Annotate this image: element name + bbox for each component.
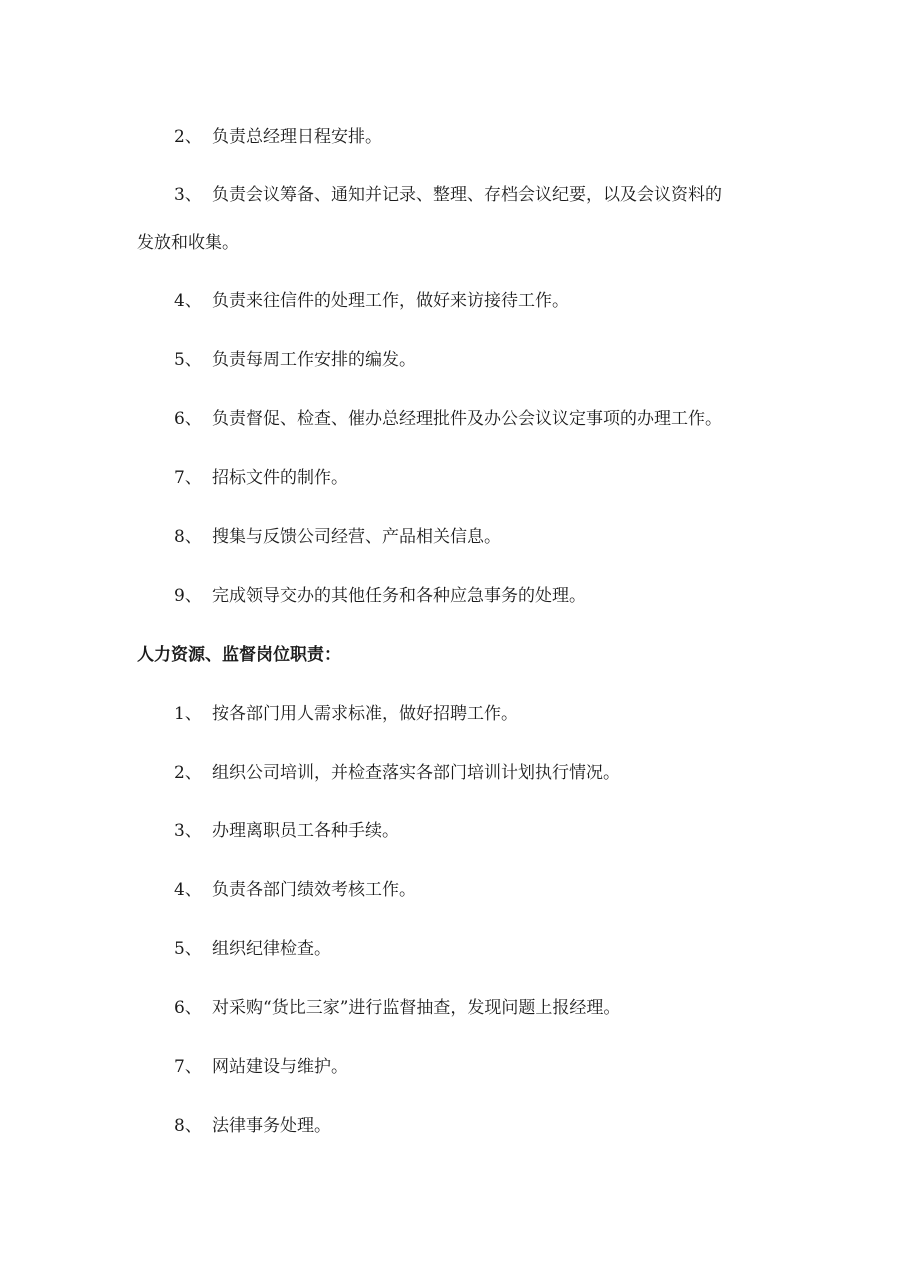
item-number: 1、 — [174, 704, 202, 724]
item-text: 对采购“货比三家”进行监督抽查，发现问题上报经理。 — [212, 998, 621, 1018]
item-number: 6、 — [174, 409, 202, 429]
item-text: 负责总经理日程安排。 — [212, 127, 382, 147]
item-text: 负责每周工作安排的编发。 — [212, 350, 416, 370]
item-text: 负责会议筹备、通知并记录、整理、存档会议纪要，以及会议资料的 — [212, 185, 722, 205]
item-number: 7、 — [174, 468, 202, 488]
item-number: 4、 — [174, 291, 202, 311]
item-number: 3、 — [174, 821, 202, 841]
item-number: 9、 — [174, 586, 202, 606]
item-number: 7、 — [174, 1057, 202, 1077]
item-text: 组织纪律检查。 — [212, 939, 331, 959]
item-number: 5、 — [174, 350, 202, 370]
item-text: 办理离职员工各种手续。 — [212, 821, 399, 841]
item-text: 负责督促、检查、催办总经理批件及办公会议议定事项的办理工作。 — [212, 409, 722, 429]
item-text: 招标文件的制作。 — [212, 468, 348, 488]
item-text: 完成领导交办的其他任务和各种应急事务的处理。 — [212, 586, 586, 606]
item-number: 3、 — [174, 185, 202, 205]
item-number: 2、 — [174, 127, 202, 147]
item-text: 按各部门用人需求标准，做好招聘工作。 — [212, 704, 518, 724]
item-text: 负责来往信件的处理工作，做好来访接待工作。 — [212, 291, 569, 311]
item-text: 法律事务处理。 — [212, 1116, 331, 1136]
item-number: 5、 — [174, 939, 202, 959]
item-text: 负责各部门绩效考核工作。 — [212, 880, 416, 900]
item-number: 4、 — [174, 880, 202, 900]
item-number: 2、 — [174, 763, 202, 783]
item-text: 网站建设与维护。 — [212, 1057, 348, 1077]
section-heading: 人力资源、监督岗位职责： — [137, 645, 341, 665]
item-text-continuation: 发放和收集。 — [137, 233, 239, 253]
item-text: 搜集与反馈公司经营、产品相关信息。 — [212, 527, 501, 547]
item-number: 8、 — [174, 1116, 202, 1136]
item-number: 8、 — [174, 527, 202, 547]
item-number: 6、 — [174, 998, 202, 1018]
item-text: 组织公司培训，并检查落实各部门培训计划执行情况。 — [212, 763, 620, 783]
